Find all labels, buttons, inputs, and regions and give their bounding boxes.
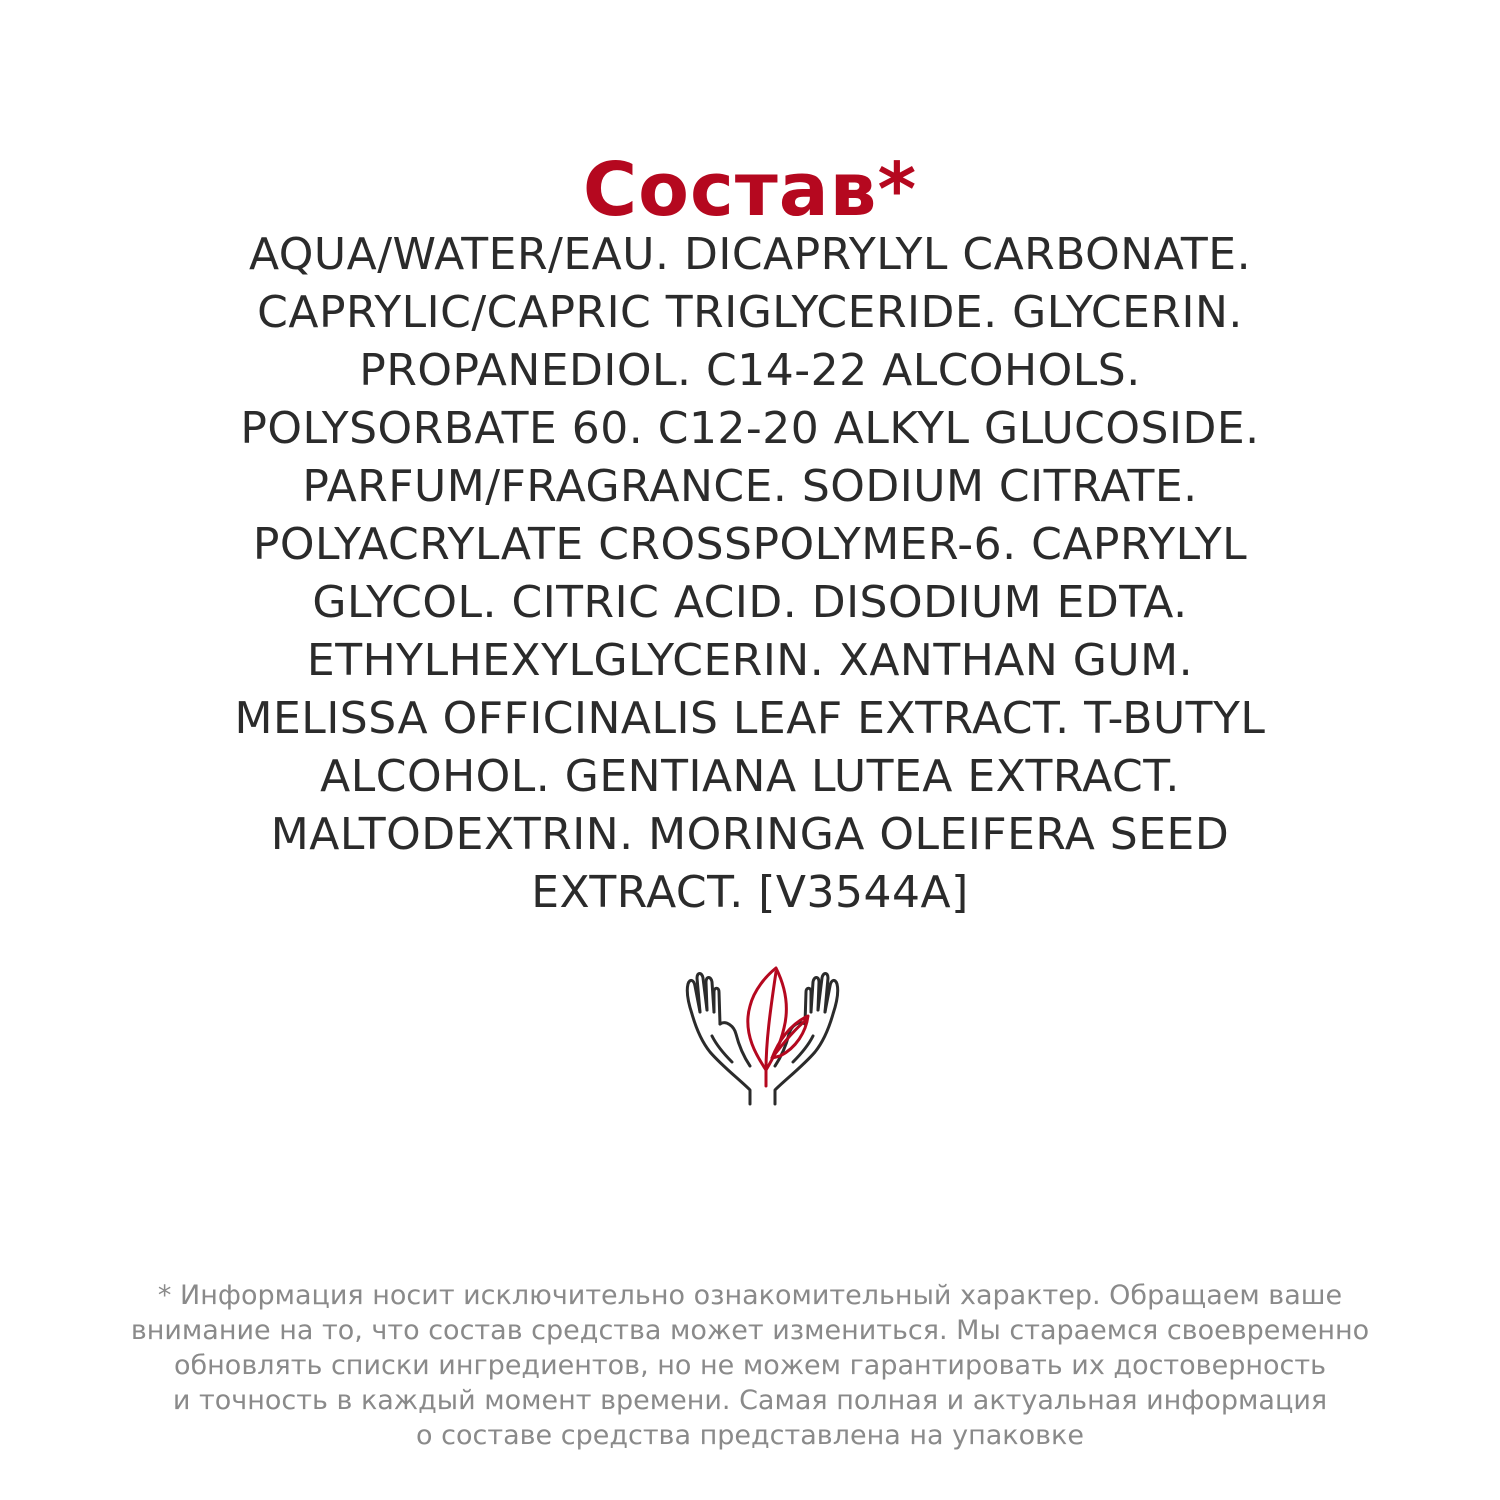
ingredients-line: ETHYLHEXYLGLYCERIN. XANTHAN GUM. bbox=[306, 635, 1194, 686]
disclaimer-line: внимание на то, что состав средства может измениться. Мы стараемся своевременно bbox=[130, 1315, 1370, 1346]
ingredients-line: GLYCOL. CITRIC ACID. DISODIUM EDTA. bbox=[312, 577, 1188, 628]
ingredients-line: PROPANEDIOL. C14-22 ALCOHOLS. bbox=[359, 345, 1141, 396]
ingredients-line: PARFUM/FRAGRANCE. SODIUM CITRATE. bbox=[302, 461, 1198, 512]
disclaimer-line: о составе средства представлена на упаковке bbox=[416, 1420, 1084, 1451]
disclaimer-line: обновлять списки ингредиентов, но не можем гарантировать их достоверность bbox=[173, 1350, 1326, 1381]
disclaimer-line: * Информация носит исключительно ознакомительный характер. Обращаем ваше bbox=[157, 1280, 1343, 1311]
ingredients-line: CAPRYLIC/CAPRIC TRIGLYCERIDE. GLYCERIN. bbox=[257, 287, 1243, 338]
hands-with-leaf-icon bbox=[680, 962, 845, 1112]
page-title: Состав* bbox=[582, 146, 918, 233]
ingredients-line: AQUA/WATER/EAU. DICAPRYLYL CARBONATE. bbox=[248, 229, 1252, 280]
ingredients-line: MELISSA OFFICINALIS LEAF EXTRACT. T-BUTYL bbox=[234, 693, 1266, 744]
ingredients-line: MALTODEXTRIN. MORINGA OLEIFERA SEED bbox=[270, 809, 1230, 860]
disclaimer-line: и точность в каждый момент времени. Самая полная и актуальная информация bbox=[172, 1385, 1328, 1416]
ingredients-line: EXTRACT. [V3544A] bbox=[531, 867, 969, 918]
ingredients-line: POLYACRYLATE CROSSPOLYMER-6. CAPRYLYL bbox=[252, 519, 1248, 570]
ingredients-line: POLYSORBATE 60. C12-20 ALKYL GLUCOSIDE. bbox=[240, 403, 1260, 454]
ingredients-line: ALCOHOL. GENTIANA LUTEA EXTRACT. bbox=[320, 751, 1180, 802]
ingredients-list bbox=[100, 226, 1400, 922]
disclaimer bbox=[40, 1278, 1460, 1453]
